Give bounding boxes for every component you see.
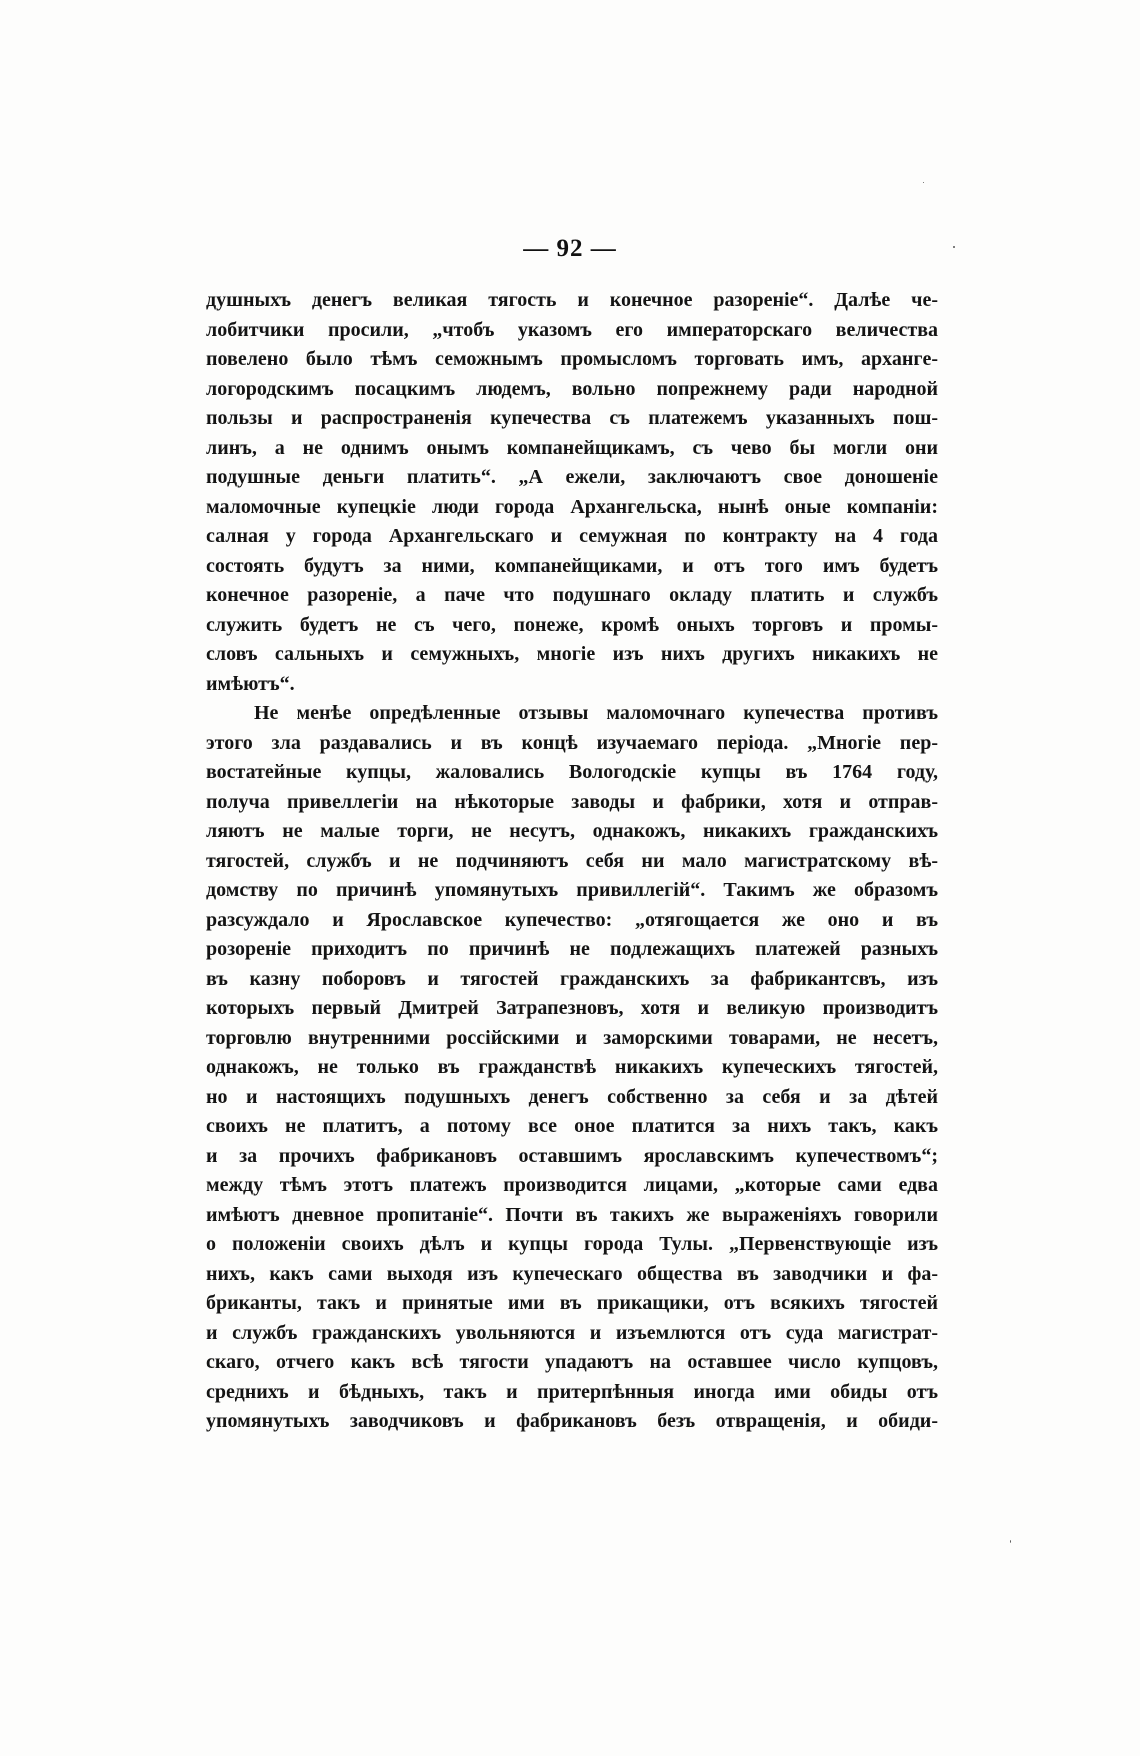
text-line: о положеніи своихъ дѣлъ и купцы города Тулы. „Первенствующіе изъ <box>206 1233 938 1255</box>
text-line: пользы и распространенія купечества съ платежемъ указанныхъ пош- <box>206 407 938 429</box>
text-line: однакожъ, не только въ гражданствѣ никакихъ купеческихъ тягостей, <box>206 1056 938 1078</box>
text-line: тягостей, службъ и не подчиняютъ себя ни мало магистратскому вѣ- <box>206 849 938 872</box>
text-line: состоять будутъ за ними, компанейщиками, и отъ того имъ будетъ <box>206 554 938 577</box>
text-line: служить будетъ не съ чего, понеже, кромѣ оныхъ торговъ и промы- <box>206 613 938 636</box>
text-line: упомянутыхъ заводчиковъ и фабрикановъ безъ отвращенія, и обиди- <box>206 1410 938 1432</box>
text-line: получа привеллегіи на нѣкоторые заводы и фабрики, хотя и отправ- <box>206 790 938 813</box>
text-line: розореніе приходитъ по причинѣ не подлежащихъ платежей разныхъ <box>206 938 938 960</box>
text-line: между тѣмъ этотъ платежъ производится лицами, „которые сами едва <box>206 1174 938 1196</box>
text-line: логородскимъ посацкимъ людемъ, вольно попрежнему ради народной <box>206 377 938 400</box>
text-line: торговлю внутренними россійскими и заморскими товарами, не несетъ, <box>206 1026 938 1049</box>
text-line: маломочные купецкіе люди города Архангельска, нынѣ оные компаніи: <box>206 495 938 518</box>
text-line: имѣютъ“. <box>206 672 295 695</box>
scan-speck <box>953 246 955 248</box>
text-line: салная у города Архангельскаго и семужная по контракту на 4 года <box>206 525 938 547</box>
scan-speck <box>1010 1540 1011 1543</box>
text-line: бриканты, такъ и принятые ими въ прикащики, отъ всякихъ тягостей <box>206 1292 938 1314</box>
text-line: среднихъ и бѣдныхъ, такъ и притерпѣнныя иногда ими обиды отъ <box>206 1380 938 1403</box>
text-line: этого зла раздавались и въ концѣ изучаемаго періода. „Многіе пер- <box>206 731 938 754</box>
text-line: имѣютъ дневное пропитаніе“. Почти въ такихъ же выраженіяхъ говорили <box>206 1203 938 1226</box>
body-text <box>206 286 938 1437</box>
text-line: лобитчики просили, „чтобъ указомъ его императорскаго величества <box>206 318 938 341</box>
page-number: — 92 — <box>523 235 617 262</box>
text-line: которыхъ первый Дмитрей Затрапезновъ, хотя и великую производитъ <box>206 997 938 1019</box>
text-line: скаго, отчего какъ всѣ тягости упадаютъ на оставшее число купцовъ, <box>206 1351 938 1373</box>
text-line: въ казну поборовъ и тягостей гражданскихъ за фабрикантсвъ, изъ <box>206 967 938 990</box>
text-line: Не менѣе опредѣленные отзывы маломочнаго купечества противъ <box>254 702 938 724</box>
paragraph <box>206 699 938 1437</box>
text-line: нихъ, какъ сами выходя изъ купеческаго общества въ заводчики и фа- <box>206 1262 938 1285</box>
text-line: линъ, а не однимъ онымъ компанейщикамъ, съ чево бы могли они <box>206 436 938 459</box>
text-line: конечное разореніе, а паче что подушнаго окладу платить и службъ <box>206 584 938 606</box>
text-line: ляютъ не малые торги, не несутъ, однакожъ, никакихъ гражданскихъ <box>206 820 938 842</box>
text-line: и службъ гражданскихъ увольняются и изъемлются отъ суда магистрат- <box>206 1321 938 1344</box>
text-line: востатейные купцы, жаловались Вологодскіе купцы въ 1764 году, <box>206 761 938 783</box>
text-line: разсуждало и Ярославское купечество: „отягощается же оно и въ <box>206 908 938 931</box>
text-line: душныхъ денегъ великая тягость и конечное разореніе“. Далѣе че- <box>206 289 938 311</box>
text-line: но и настоящихъ подушныхъ денегъ собственно за себя и за дѣтей <box>206 1085 938 1108</box>
text-line: словъ сальныхъ и семужныхъ, многіе изъ нихъ другихъ никакихъ не <box>206 643 938 665</box>
paragraph <box>206 286 938 699</box>
text-line: своихъ не платитъ, а потому все оное платится за нихъ такъ, какъ <box>206 1115 938 1137</box>
text-line: повелено было тѣмъ семожнымъ промысломъ торговать имъ, архангe- <box>206 348 938 370</box>
scan-speck <box>923 182 924 183</box>
text-line: и за прочихъ фабрикановъ оставшимъ ярославскимъ купечествомъ“; <box>206 1144 938 1167</box>
text-line: подушные деньги платить“. „А ежели, заключаютъ свое доношеніе <box>206 466 938 488</box>
text-line: домству по причинѣ упомянутыхъ привиллегій“. Такимъ же образомъ <box>206 879 938 901</box>
